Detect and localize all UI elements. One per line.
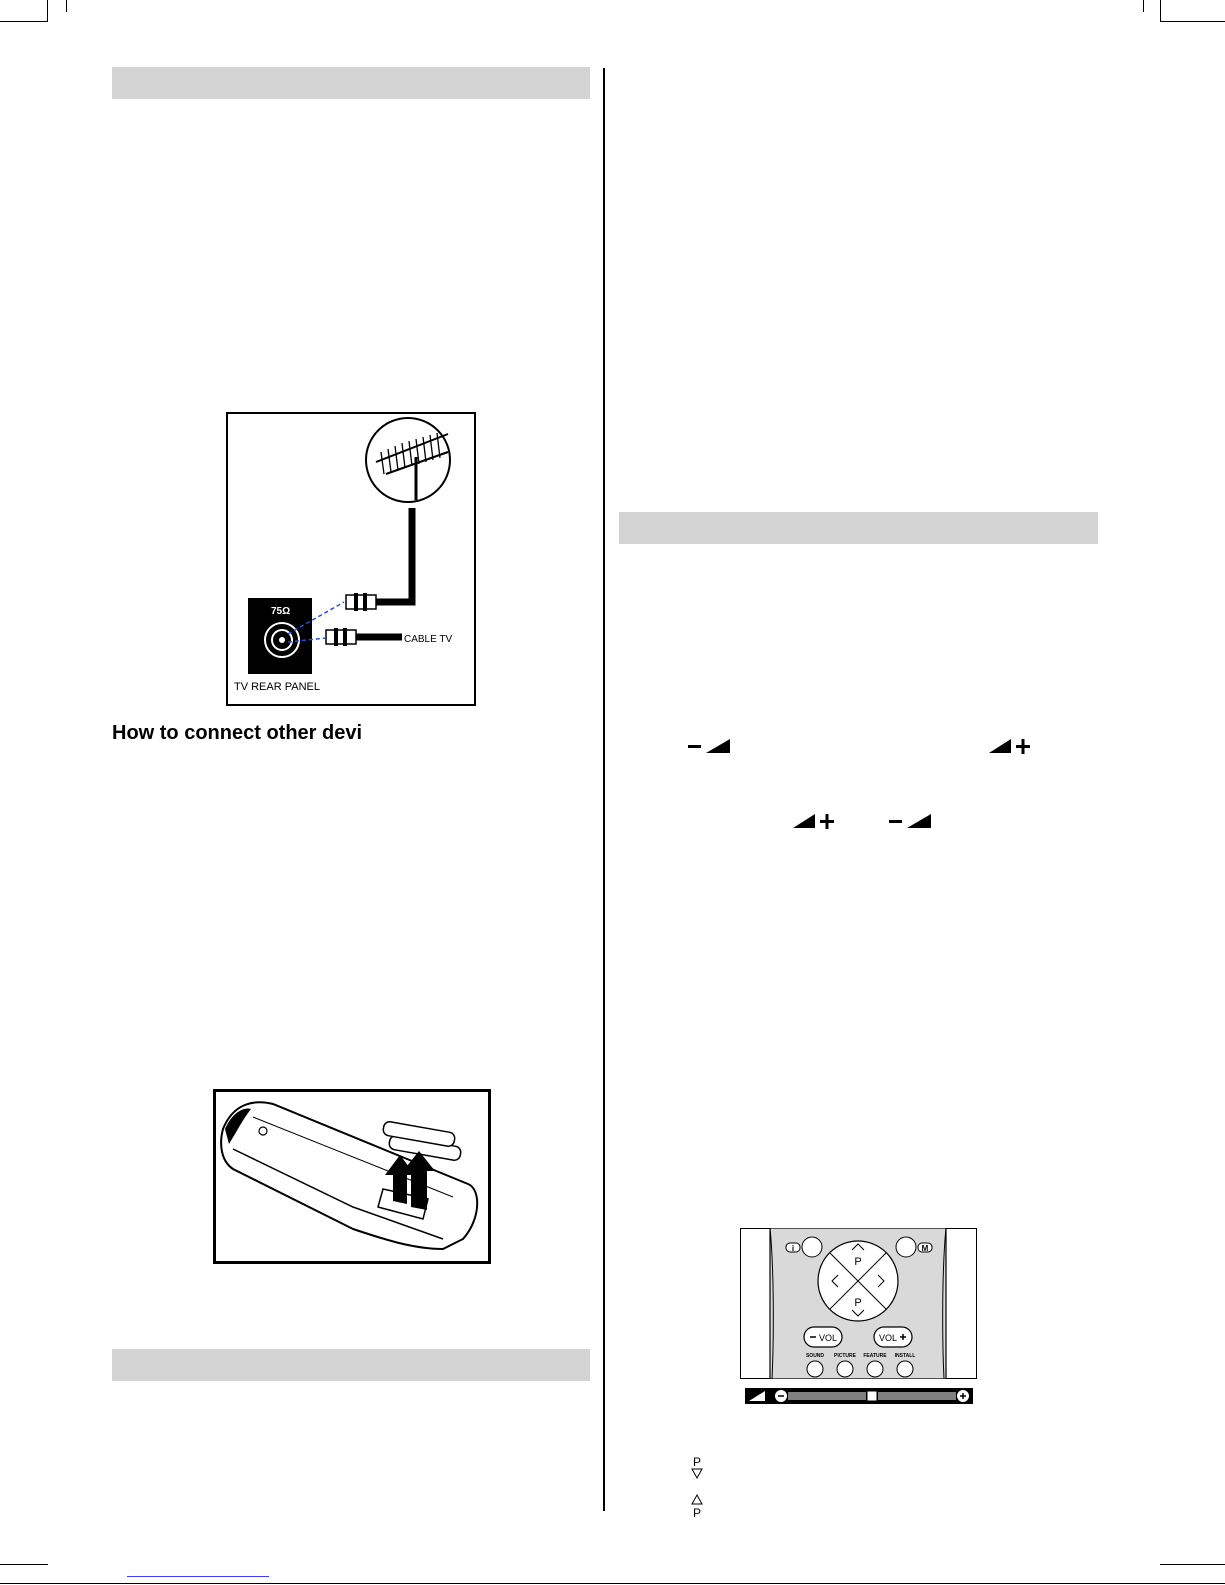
crop-mark (1160, 1564, 1225, 1565)
volume-plus-icon (957, 1390, 969, 1402)
volume-level-marker (867, 1391, 877, 1401)
svg-text:i: i (791, 1244, 795, 1253)
volume-down-icon (889, 812, 935, 830)
crop-mark (1160, 0, 1161, 22)
footer-rule (0, 1583, 1225, 1584)
socket-label: 75Ω (271, 606, 291, 617)
sound-label: SOUND (805, 1353, 825, 1359)
crop-mark (47, 0, 48, 22)
antenna-connection-figure (226, 412, 476, 706)
p-down-label: P (854, 1297, 862, 1309)
feature-label: FEATURE (863, 1353, 887, 1359)
sound-button (807, 1361, 823, 1377)
antenna-plug (346, 593, 376, 611)
section-header-bar (112, 67, 590, 99)
column-divider (603, 68, 605, 1511)
vol-minus-button (804, 1327, 842, 1347)
crop-mark (66, 0, 67, 12)
connect-devices-heading: How to connect other devi (112, 722, 363, 744)
svg-text:VOL: VOL (818, 1333, 838, 1343)
volume-minus-icon (775, 1390, 787, 1402)
svg-text:M: M (921, 1244, 929, 1253)
remote-control-figure (740, 1228, 977, 1379)
picture-button (837, 1361, 853, 1377)
svg-text:VOL: VOL (878, 1333, 898, 1343)
cable-tv-label: CABLE TV (404, 634, 453, 645)
battery-insertion-figure (213, 1089, 491, 1264)
vol-plus-button (874, 1327, 912, 1347)
section-header-bar (619, 512, 1098, 544)
program-up-icon (690, 1493, 706, 1519)
footer-link-underline[interactable] (127, 1576, 269, 1577)
volume-up-icon (989, 737, 1035, 755)
picture-label: PICTURE (834, 1353, 856, 1359)
navigation-pad (818, 1241, 898, 1321)
feature-button (867, 1361, 883, 1377)
rear-panel-label: TV REAR PANEL (234, 681, 320, 693)
svg-text:P: P (692, 1506, 702, 1519)
program-down-icon (690, 1455, 706, 1481)
antenna-socket-icon (265, 623, 299, 657)
crop-mark (0, 21, 48, 22)
antenna-icon (366, 418, 450, 502)
install-label: INSTALL (894, 1353, 916, 1359)
install-button (897, 1361, 913, 1377)
volume-up-icon (793, 812, 839, 830)
crop-mark (1143, 0, 1144, 12)
volume-bar (745, 1388, 973, 1404)
section-header-bar (112, 1349, 590, 1381)
p-up-label: P (854, 1256, 862, 1268)
svg-text:P: P (692, 1455, 702, 1469)
volume-down-icon (688, 737, 734, 755)
crop-mark (0, 1564, 48, 1565)
crop-mark (1160, 21, 1225, 22)
